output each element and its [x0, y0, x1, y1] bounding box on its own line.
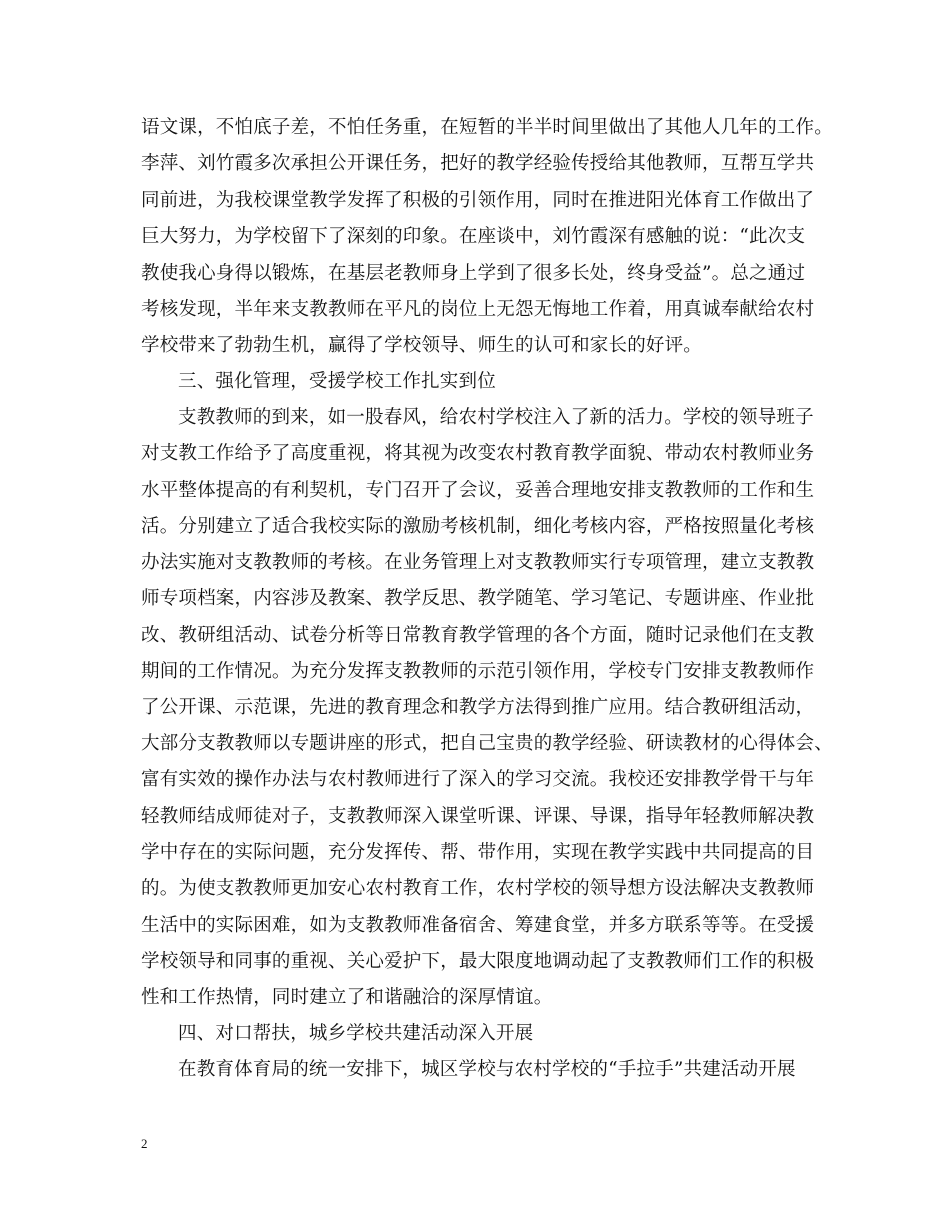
body-text-line: 了公开课、示范课，先进的教育理念和教学方法得到推广应用。结合教研组活动，: [141, 697, 815, 718]
body-text-line: 学中存在的实际问题，充分发挥传、帮、带作用，实现在教学实践中共同提高的目: [141, 842, 815, 863]
body-text-line: 改、教研组活动、试卷分析等日常教育教学管理的各个方面，随时记录他们在支教: [141, 625, 815, 646]
page-number: 2: [141, 1136, 148, 1151]
body-text-line: 语文课，不怕底子差，不怕任务重，在短暂的半半时间里做出了其他人几年的工作。: [141, 117, 833, 138]
body-text-line: 的。为使支教教师更加安心农村教育工作，农村学校的领导想方设法解决支教教师: [141, 878, 815, 899]
body-text-line: 对支教工作给予了高度重视，将其视为改变农村教育教学面貌、带动农村教师业务: [141, 443, 815, 464]
body-text-line: 活。分别建立了适合我校实际的激励考核机制，细化考核内容，严格按照量化考核: [141, 516, 815, 537]
body-text-line: 师专项档案，内容涉及教案、教学反思、教学随笔、学习笔记、专题讲座、作业批: [141, 588, 815, 609]
body-text-line: 巨大努力，为学校留下了深刻的印象。在座谈中，刘竹霞深有感触的说：“此次支: [141, 226, 806, 247]
section-heading: 三、强化管理，受援学校工作扎实到位: [178, 371, 496, 392]
body-text-line: 水平整体提高的有利契机，专门召开了会议，妥善合理地安排支教教师的工作和生: [141, 480, 815, 501]
body-text-line: 生活中的实际困难，如为支教教师准备宿舍、筹建食堂，并多方联系等等。在受援: [141, 915, 815, 936]
body-text-line: 大部分支教教师以专题讲座的形式，把自己宝贵的教学经验、研读教材的心得体会、: [141, 733, 833, 754]
body-text-line: 学校带来了勃勃生机，赢得了学校领导、师生的认可和家长的好评。: [141, 335, 703, 356]
body-text-line: 轻教师结成师徒对子，支教教师深入课堂听课、评课、导课，指导年轻教师解决教: [141, 806, 815, 827]
body-text-line: 在教育体育局的统一安排下，城区学校与农村学校的“手拉手”共建活动开展: [178, 1059, 796, 1080]
section-heading: 四、对口帮扶，城乡学校共建活动深入开展: [178, 1023, 534, 1044]
body-text-line: 李萍、刘竹霞多次承担公开课任务，把好的教学经验传授给其他教师，互帮互学共: [141, 153, 815, 174]
body-text-line: 富有实效的操作办法与农村教师进行了深入的学习交流。我校还安排教学骨干与年: [141, 769, 815, 790]
body-text-line: 支教教师的到来，如一股春风，给农村学校注入了新的活力。学校的领导班子: [178, 407, 814, 428]
body-text-line: 同前进，为我校课堂教学发挥了积极的引领作用，同时在推进阳光体育工作做出了: [141, 190, 815, 211]
body-text-line: 教使我心身得以锻炼，在基层老教师身上学到了很多长处，终身受益”。总之通过: [141, 263, 806, 284]
body-text-line: 性和工作热情，同时建立了和谐融洽的深厚情谊。: [141, 987, 553, 1008]
body-text-line: 考核发现，半年来支教教师在平凡的岗位上无怨无悔地工作着，用真诚奉献给农村: [141, 299, 815, 320]
body-text-line: 学校领导和同事的重视、关心爱护下，最大限度地调动起了支教教师们工作的积极: [141, 951, 815, 972]
body-text-line: 期间的工作情况。为充分发挥支教教师的示范引领作用，学校专门安排支教教师作: [141, 661, 815, 682]
body-text-line: 办法实施对支教教师的考核。在业务管理上对支教教师实行专项管理，建立支教教: [141, 552, 815, 573]
